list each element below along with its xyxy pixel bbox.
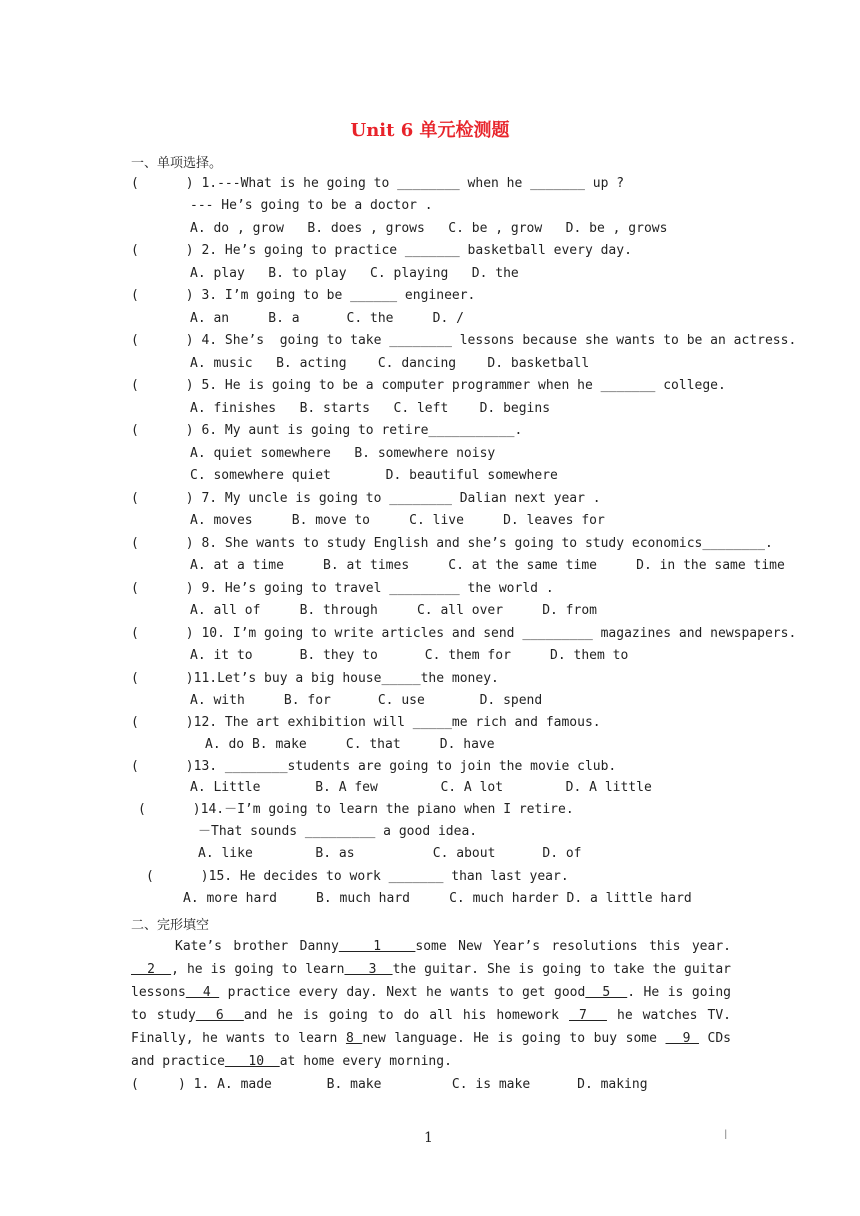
question-line: A. play B. to play C. playing D. the <box>190 266 519 281</box>
cloze-text: Kate’s brother Danny <box>175 939 339 954</box>
question-line: A. an B. a C. the D. / <box>190 311 464 326</box>
cloze-question-1: ( ) 1. A. made B. make C. is make D. making <box>131 1077 648 1092</box>
question-line: A. music B. acting C. dancing D. basketball <box>190 356 590 371</box>
cloze-text: CDs and practice <box>131 1031 731 1069</box>
question-line: --- He’s going to be a doctor . <box>190 198 433 213</box>
cloze-blank: 5 <box>585 985 628 1000</box>
question-line: A. Little B. A few C. A lot D. A little <box>190 780 652 795</box>
cloze-text: some New Year’s resolutions this year. <box>415 939 731 954</box>
question-line: ( ) 4. She’s going to take ________ lessons because she wants to be an actress. <box>131 333 797 348</box>
question-line: A. like B. as C. about D. of <box>198 846 582 861</box>
question-line: A. quiet somewhere B. somewhere noisy <box>190 446 496 461</box>
cloze-text: he watches TV. Finally, he wants to learn <box>131 1008 731 1046</box>
question-line: A. more hard B. much hard C. much harder D. a little hard <box>183 891 692 906</box>
section-heading-cloze: 二、完形填空 <box>131 918 210 933</box>
question-line: C. somewhere quiet D. beautiful somewhere <box>190 468 558 483</box>
cloze-text: the guitar. She is going to take the guitar lessons <box>131 962 731 1000</box>
cloze-blank: 4 <box>185 985 220 1000</box>
cloze-text: new language. He is going to buy some <box>362 1031 666 1046</box>
question-line: A. it to B. they to C. them for D. them to <box>190 648 629 663</box>
cloze-text: , he is going to learn <box>171 962 345 977</box>
question-line: A. at a time B. at times C. at the same time D. in the same time <box>190 558 785 573</box>
question-line: A. do B. make C. that D. have <box>205 737 495 752</box>
cloze-blank: 6 <box>195 1008 244 1023</box>
cloze-blank: 7 <box>569 1008 607 1023</box>
cloze-blank: 2 <box>131 962 172 977</box>
question-line: A. finishes B. starts C. left D. begins <box>190 401 551 416</box>
question-line: A. do , grow B. does , grows C. be , grow D. be , grows <box>190 221 668 236</box>
cloze-text: practice every day. Next he wants to get good <box>219 985 586 1000</box>
cloze-blank: 8 <box>345 1031 363 1046</box>
cloze-blank: 10 <box>224 1054 280 1069</box>
cloze-blank: 9 <box>665 1031 699 1046</box>
cloze-text: . He is going to study <box>131 985 731 1023</box>
question-line: ( ) 7. My uncle is going to ________ Dalian next year . <box>131 491 601 506</box>
question-line: ( )15. He decides to work _______ than last year. <box>146 869 569 884</box>
question-line: －That sounds _________ a good idea. <box>198 824 478 839</box>
question-line: ( )12. The art exhibition will _____me rich and famous. <box>131 715 601 730</box>
page-number: 1 <box>424 1130 433 1146</box>
question-line: A. moves B. move to C. live D. leaves for <box>190 513 605 528</box>
question-line: ( ) 10. I’m going to write articles and send _________ magazines and newspapers. <box>131 626 797 641</box>
question-line: ( ) 5. He is going to be a computer programmer when he _______ college. <box>131 378 726 393</box>
cloze-blank: 1 <box>338 939 416 954</box>
question-line: A. all of B. through C. all over D. from <box>190 603 597 618</box>
cloze-passage <box>131 935 731 1073</box>
question-line: ( ) 2. He’s going to practice _______ basketball every day. <box>131 243 632 258</box>
question-line: ( ) 9. He’s going to travel _________ the world . <box>131 581 554 596</box>
question-line: ( ) 1.---What is he going to ________ when he _______ up ? <box>131 176 625 191</box>
question-line: ( ) 3. I’m going to be ______ engineer. <box>131 288 476 303</box>
cloze-blank: 3 <box>344 962 393 977</box>
section-heading-multiple-choice: 一、单项选择。 <box>131 156 223 171</box>
page-edge-mark: l <box>724 1128 728 1142</box>
question-line: ( )11.Let’s buy a big house_____the money. <box>131 671 499 686</box>
cloze-text: at home every morning. <box>279 1054 452 1069</box>
question-line: ( ) 6. My aunt is going to retire___________. <box>131 423 523 438</box>
question-line: ( )14.－I’m going to learn the piano when I retire. <box>138 802 574 817</box>
question-line: ( )13. ________students are going to join the movie club. <box>131 759 617 774</box>
question-line: ( ) 8. She wants to study English and she’s going to study economics________. <box>131 536 773 551</box>
page-title: Unit 6 单元检测题 <box>350 120 510 141</box>
question-line: A. with B. for C. use D. spend <box>190 693 543 708</box>
cloze-text: and he is going to do all his homework <box>243 1008 569 1023</box>
